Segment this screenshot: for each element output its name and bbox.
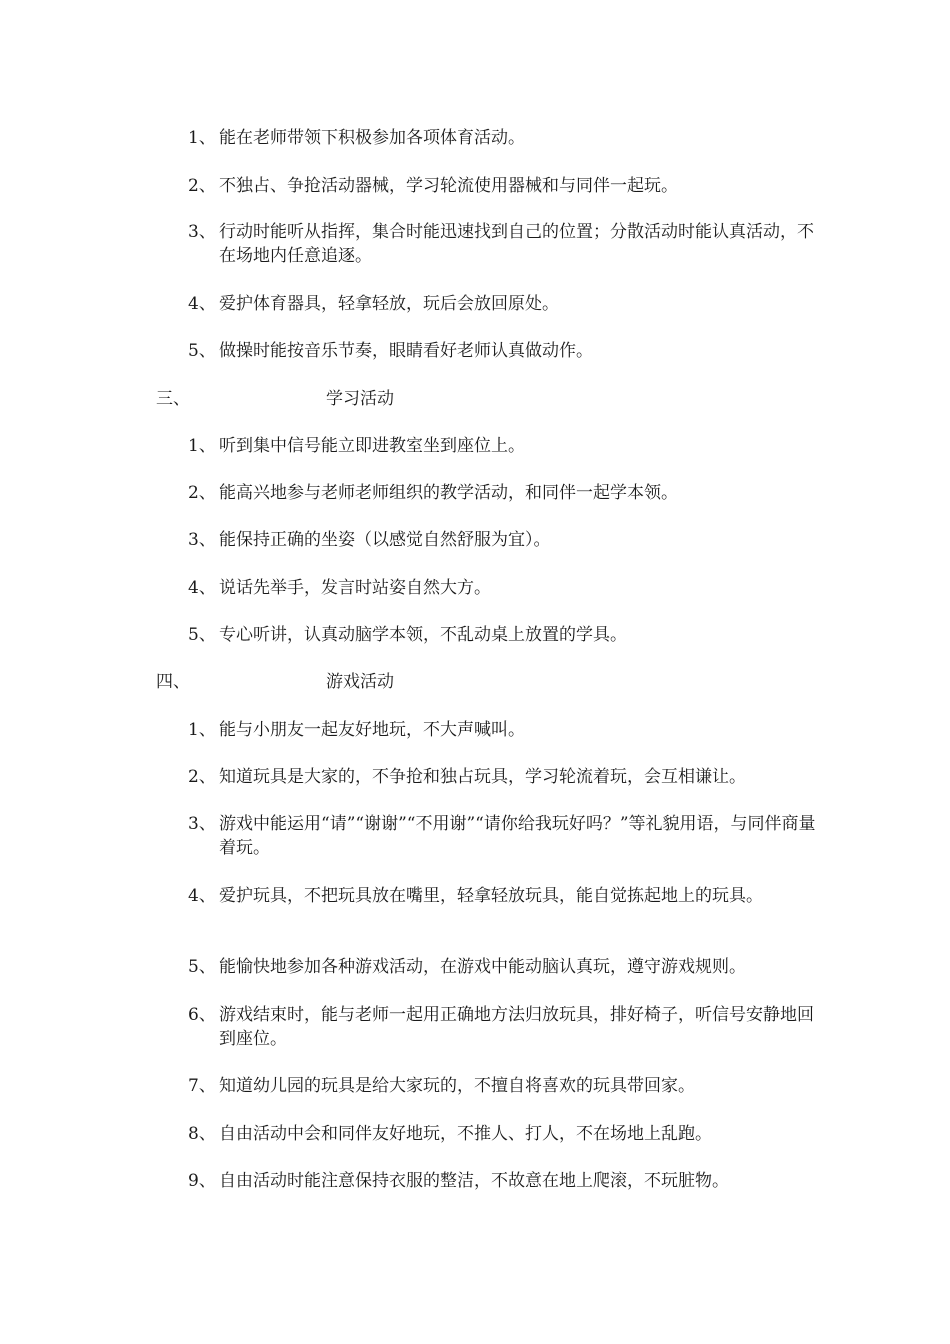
item-number: 1、 <box>188 128 216 148</box>
item-number: 5、 <box>188 957 216 977</box>
list-item <box>188 220 818 268</box>
item-text: 说话先举手，发言时站姿自然大方。 <box>219 578 491 598</box>
item-number: 5、 <box>188 625 216 645</box>
item-number: 3、 <box>188 530 216 550</box>
list-item <box>188 434 818 458</box>
item-number: 9、 <box>188 1171 216 1191</box>
item-number: 4、 <box>188 294 216 314</box>
section-number: 三、 <box>156 389 190 409</box>
section-number: 四、 <box>156 672 190 692</box>
list-item <box>188 528 818 552</box>
item-text: 专心听讲，认真动脑学本领，不乱动桌上放置的学具。 <box>219 625 627 645</box>
list-item <box>188 765 818 789</box>
item-number: 2、 <box>188 176 216 196</box>
list-item <box>188 292 818 316</box>
list-item <box>188 1074 818 1098</box>
section-heading <box>156 670 394 694</box>
item-number: 6、 <box>188 1005 216 1025</box>
item-number: 4、 <box>188 886 216 906</box>
list-item <box>188 718 818 742</box>
item-number: 3、 <box>188 222 216 242</box>
list-item <box>188 339 818 363</box>
item-number: 2、 <box>188 767 216 787</box>
item-text: 能愉快地参加各种游戏活动，在游戏中能动脑认真玩，遵守游戏规则。 <box>219 957 746 977</box>
item-number: 1、 <box>188 436 216 456</box>
item-text: 能在老师带领下积极参加各项体育活动。 <box>219 128 525 148</box>
item-text: 能与小朋友一起友好地玩，不大声喊叫。 <box>219 720 525 740</box>
section-title: 学习活动 <box>326 389 394 409</box>
item-text: 知道幼儿园的玩具是给大家玩的，不擅自将喜欢的玩具带回家。 <box>219 1076 695 1096</box>
list-item <box>188 623 818 647</box>
item-text: 爱护玩具，不把玩具放在嘴里，轻拿轻放玩具，能自觉拣起地上的玩具。 <box>219 886 763 906</box>
item-text: 自由活动时能注意保持衣服的整洁，不故意在地上爬滚，不玩脏物。 <box>219 1171 729 1191</box>
item-text: 做操时能按音乐节奏，眼睛看好老师认真做动作。 <box>219 341 593 361</box>
item-text: 听到集中信号能立即进教室坐到座位上。 <box>219 436 525 456</box>
item-number: 1、 <box>188 720 216 740</box>
item-number: 2、 <box>188 483 216 503</box>
list-item <box>188 1122 818 1146</box>
item-number: 7、 <box>188 1076 216 1096</box>
item-text: 游戏结束时，能与老师一起用正确地方法归放玩具，排好椅子，听信号安静地回到座位。 <box>219 1005 814 1049</box>
list-item <box>188 174 818 198</box>
list-item <box>188 481 818 505</box>
list-item <box>188 955 818 979</box>
item-text: 行动时能听从指挥，集合时能迅速找到自己的位置；分散活动时能认真活动，不在场地内任意追逐。 <box>219 222 814 266</box>
list-item <box>188 126 818 150</box>
list-item <box>188 812 818 860</box>
section-title: 游戏活动 <box>326 672 394 692</box>
item-text: 不独占、争抢活动器械，学习轮流使用器械和与同伴一起玩。 <box>219 176 678 196</box>
item-text: 自由活动中会和同伴友好地玩，不推人、打人，不在场地上乱跑。 <box>219 1124 712 1144</box>
list-item <box>188 576 818 600</box>
section-heading <box>156 387 394 411</box>
list-item <box>188 1003 818 1051</box>
item-text: 知道玩具是大家的，不争抢和独占玩具，学习轮流着玩，会互相谦让。 <box>219 767 746 787</box>
item-text: 能保持正确的坐姿（以感觉自然舒服为宜）。 <box>219 530 551 550</box>
item-text: 能高兴地参与老师老师组织的教学活动，和同伴一起学本领。 <box>219 483 678 503</box>
item-text: 游戏中能运用“请”“谢谢”“不用谢”“请你给我玩好吗？”等礼貌用语，与同伴商量着玩。 <box>219 814 816 858</box>
item-number: 3、 <box>188 814 216 834</box>
list-item <box>188 1169 818 1193</box>
item-number: 4、 <box>188 578 216 598</box>
item-number: 8、 <box>188 1124 216 1144</box>
item-number: 5、 <box>188 341 216 361</box>
list-item <box>188 884 818 908</box>
item-text: 爱护体育器具，轻拿轻放，玩后会放回原处。 <box>219 294 559 314</box>
